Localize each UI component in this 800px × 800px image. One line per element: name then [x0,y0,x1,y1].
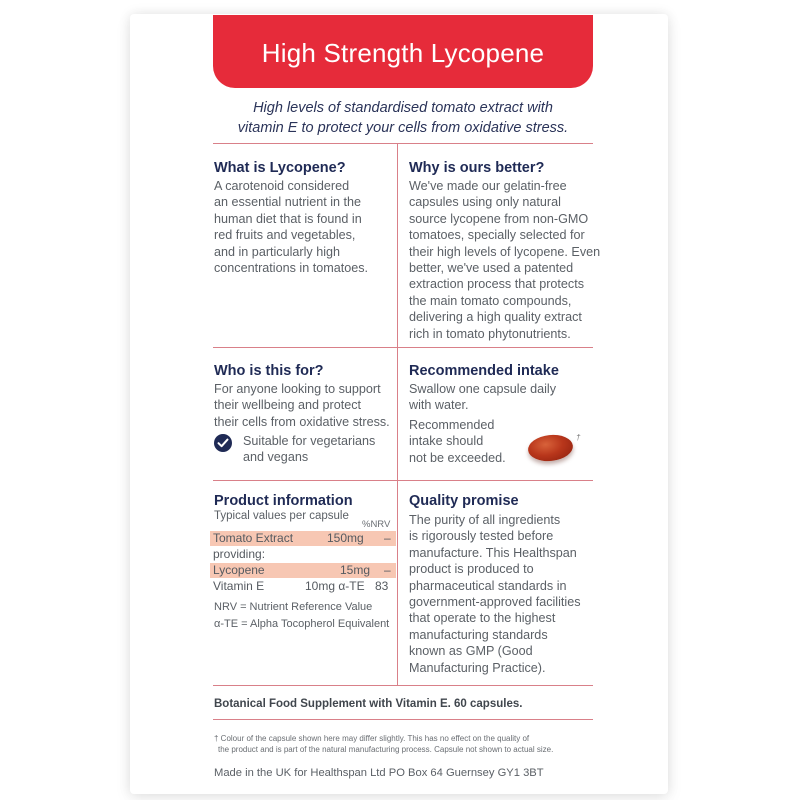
text-line: known as GMP (Good [409,644,533,659]
text-line: source lycopene from non-GMO [409,211,589,226]
nutrient-amount: 150mg [327,531,364,545]
divider [213,143,593,144]
text-line: rich in tomato phytonutrients. [409,326,571,341]
nutrient-name: Vitamin E [213,579,265,593]
text-line: pharmaceutical standards in [409,578,567,593]
what-is-text [214,178,368,276]
who-for-text [214,381,390,430]
quality-heading: Quality promise [409,493,519,509]
text-line: Suitable for vegetarians [243,434,376,448]
text-line: product is produced to [409,562,534,577]
divider [213,685,593,686]
why-better-heading: Why is ours better? [409,160,545,176]
nutrient-name: providing: [213,547,266,561]
nutrient-nrv: 83 [375,579,389,593]
nrv-note: NRV = Nutrient Reference Value [214,601,373,613]
nrv-header: %NRV [362,519,391,530]
text-line: manufacturing standards [409,627,548,642]
check-icon-glyph [214,434,232,452]
nutrient-nrv: – [384,531,391,545]
text-line: We've made our gelatin-free [409,179,567,193]
nutrient-amount: 15mg [340,563,371,577]
why-better-text [409,178,600,342]
text-line: better, we've used a patented [409,261,574,276]
footnote-line: the product and is part of the natural manufacturing process. Capsule not shown to actual size. [218,745,554,754]
text-line: Manufacturing Practice). [409,660,546,675]
product-info-heading: Product information [214,493,353,509]
text-line: and vegans [243,450,309,465]
text-line: not be exceeded. [409,450,506,465]
text-line: human diet that is found in [214,211,362,226]
intro-text [213,98,593,138]
text-line: red fruits and vegetables, [214,228,356,243]
text-line: extraction process that protects [409,277,584,292]
text-line: their cells from oxidative stress. [214,414,390,429]
column-divider [397,143,398,685]
divider [213,347,593,348]
nutrient-name: Lycopene [213,563,265,577]
supplement-note: Botanical Food Supplement with Vitamin E. 60 capsules. [214,698,523,710]
text-line: an essential nutrient in the [214,195,362,210]
intro-line: vitamin E to protect your cells from oxidative stress. [237,120,569,136]
typical-values: Typical values per capsule [214,510,349,522]
check-icon [214,434,232,452]
nutrient-nrv: – [384,563,391,577]
title-banner [213,15,593,88]
footnote-line: † Colour of the capsule shown here may differ slightly. This has no effect on the quality of [214,734,530,743]
text-line: government-approved facilities [409,595,581,610]
intake-heading: Recommended intake [409,363,559,379]
text-line: capsules using only natural [409,195,561,210]
text-line: and in particularly high [214,244,341,259]
text-line: is rigorously tested before [409,529,554,544]
dagger-mark: † [576,433,581,442]
text-line: Recommended [409,418,495,432]
divider [213,480,593,481]
nutrient-name: Tomato Extract [213,531,294,545]
nutrient-amount: 10mg α-TE [305,579,365,593]
table-row [210,531,396,546]
text-line: The purity of all ingredients [409,513,561,527]
what-is-heading: What is Lycopene? [214,160,346,176]
text-line: the main tomato compounds, [409,293,572,308]
text-line: that operate to the highest [409,611,556,626]
who-for-heading: Who is this for? [214,363,324,379]
table-row [210,579,396,594]
vegan-text [243,433,375,466]
text-line: manufacture. This Healthspan [409,545,577,560]
intake-text [409,381,556,414]
ate-note: α-TE = Alpha Tocopherol Equivalent [214,618,390,630]
text-line: A carotenoid considered [214,179,350,193]
text-line: tomatoes, specially selected for [409,228,585,243]
text-line: intake should [409,434,484,449]
footnote [214,733,594,755]
text-line: delivering a high quality extract [409,310,582,325]
text-line: their wellbeing and protect [214,398,362,413]
text-line: concentrations in tomatoes. [214,261,369,276]
product-title: High Strength Lycopene [261,38,545,68]
divider [213,719,593,720]
text-line: For anyone looking to support [214,382,381,396]
text-line: Swallow one capsule daily [409,382,557,396]
table-row [210,547,396,562]
intake-warning [409,417,506,466]
quality-text [409,512,581,676]
table-row [210,563,396,578]
text-line: their high levels of lycopene. Even [409,244,601,259]
intro-line: High levels of standardised tomato extract with [253,100,553,116]
made-in-text: Made in the UK for Healthspan Ltd PO Box 64 Guernsey GY1 3BT [214,767,544,779]
text-line: with water. [409,398,469,413]
